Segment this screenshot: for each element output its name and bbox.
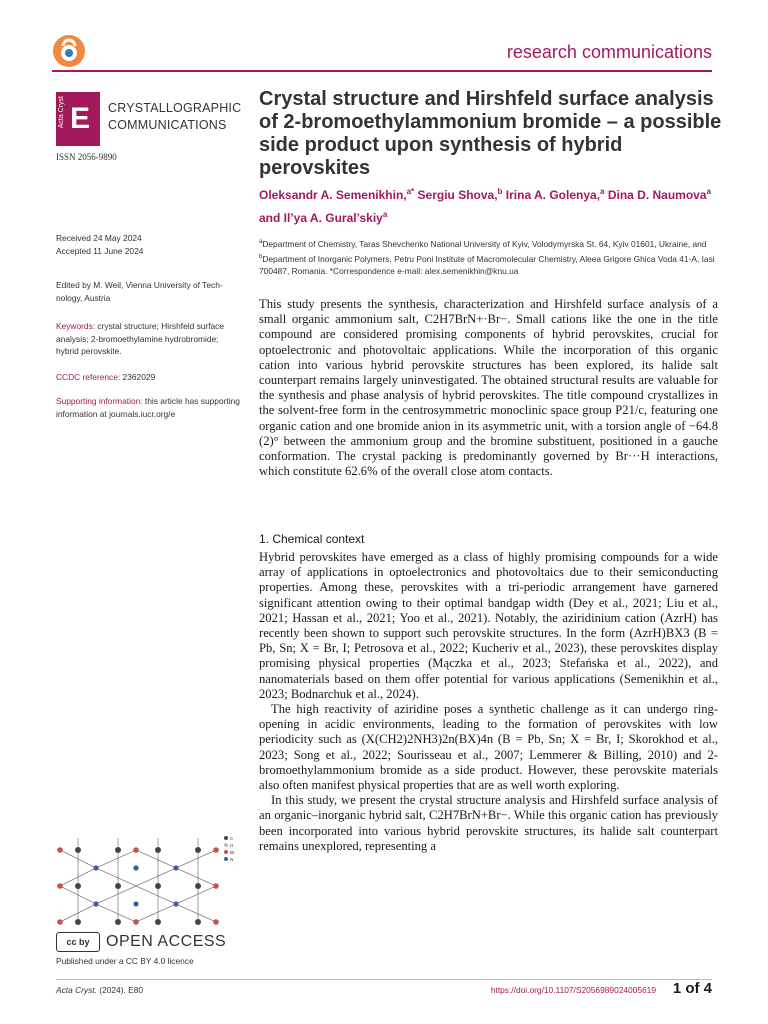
section-heading: 1. Chemical context (259, 532, 365, 546)
author-affil-sup: a (600, 187, 605, 196)
open-access-text: OPEN ACCESS (106, 933, 227, 950)
section-tag: research communications (506, 42, 712, 62)
footer-rule (56, 979, 712, 980)
section-body (259, 550, 718, 854)
open-access-logo-icon (52, 34, 86, 68)
author[interactable]: and Il’ya A. Gural’skiy (259, 211, 383, 225)
author[interactable]: Oleksandr A. Semenikhin, (259, 188, 407, 202)
cc-by-icon: cc by (56, 932, 100, 952)
received-date: Received 24 May 2024 (56, 233, 142, 243)
paragraph: Hybrid perovskites have emerged as a class of highly promising compounds for a wide array of applications in optoelectronics and photovoltaics due to their semiconducting properties. Among these, perovskites with a tri-periodic arrangement have garnered significant attention owing to their optimal bandgap width (Dey et al., 2021; Liu et al., 2021; Hassan et al., 2021; Yoo et al., 2021). Notably, the aziridinium cation (AzrH) has recently been shown to support such perovskite structures. In the form (AzrH)BX3 (B = Pb, Sn; X = Br, I; Petrosova et al., 2022; Kucheriv et al., 2023), these perovskites display promising physical properties (Mączka et al., 2023; Stefańska et al., 2022), and nanomaterials based on them offer potential for various applications (Semenikhin et al., 2023; Bodnarchuk et al., 2024). (259, 550, 718, 701)
page-number: 1 of 4 (672, 980, 712, 997)
author-affil-sup: b (497, 187, 503, 196)
accepted-date: Accepted 11 June 2024 (56, 245, 144, 256)
support-text[interactable]: this article has supporting information at journals.iucr.org/e (56, 396, 240, 419)
journal-name-line2: COMMUNICATIONS (108, 118, 227, 132)
abstract (259, 297, 718, 479)
legend-label: H (230, 843, 234, 848)
footer-citation (56, 985, 143, 995)
footer-year-article: (2024). E80 (96, 985, 144, 995)
author-affil-sup: a (382, 210, 388, 219)
affiliation-a: Department of Chemistry, Taras Shevchenko National University of Kyiv, Volodymyrska St. 64, Kyiv 01601, Ukraine, and (262, 238, 707, 249)
author[interactable]: Sergiu Shova, (417, 188, 498, 202)
ccdc-value: 2362029 (120, 372, 156, 382)
affiliation-b: Department of Inorganic Polymers, Petru Poni Institute of Macromolecular Chemistry, Aleea Grigore Ghica Voda 41-A, Iasi 700487, Romania. *Correspondence e-mail: alex.semenikhin@knu.ua (259, 253, 715, 277)
supporting-information (56, 395, 241, 420)
keywords (56, 320, 241, 358)
issn: ISSN 2056-9890 (56, 152, 117, 162)
journal-name (108, 100, 241, 134)
journal-mark-side-text: Acta Cryst (58, 96, 65, 129)
dates (56, 232, 241, 257)
header-rule (52, 70, 712, 72)
journal-name-line1: CRYSTALLOGRAPHIC (108, 101, 242, 115)
edited-by: Edited by M. Weil, Vienna University of Tech-nology, Austria (56, 280, 223, 303)
legend-label: Br (230, 850, 235, 855)
crystal-packing-figure (56, 828, 236, 928)
legend-label: C (230, 836, 234, 841)
abstract-text: This study presents the synthesis, characterization and Hirshfeld surface analysis of a small organic ammonium salt, C2H7BrN+·Br−. Small cations like the one in the title compound are considered promising components of hybrid perovskites, crucial for optoelectronic and photovoltaic applications. While the incorporation of this organic cation into various hybrid perovskite structures has been explored, its halide salt counterpart remains largely uninvestigated. The obtained structural results are valuable for the synthesis and phase analysis of hybrid perovskites. The title compound crystallizes in the solvent-free form in the centrosymmetric monoclinic space group P21/c, featuring one organic cation and one bromide anion in its asymmetric unit, with a torsion angle of −64.8 (2)° between the ammonium group and the bromine substituent, positioned in a gauche conformation. The crystal packing is predominantly governed by Br···H interactions, which constitute 62.6% of the overall close atom contacts. (259, 297, 718, 479)
author-list (259, 182, 719, 228)
journal-mark (56, 92, 100, 146)
support-label: Supporting information: (56, 396, 143, 406)
ccdc-reference (56, 371, 241, 384)
paragraph: In this study, we present the crystal structure analysis and Hirshfeld surface analysis of an organic–inorganic hybrid salt, C2H7BrN+Br−. While this organic cation has previously been incorporated into various hybrid perovskite structures, its halide salt counterpart remains unexplored, representing a (259, 793, 718, 853)
legend-label: N (230, 857, 234, 862)
author-affil-sup: a* (406, 187, 415, 196)
licence-text: Published under a CC BY 4.0 licence (56, 956, 194, 966)
open-access-badge (56, 932, 241, 952)
footer-journal: Acta Cryst. (56, 985, 97, 995)
affil-sup: b (259, 253, 263, 260)
article-title: Crystal structure and Hirshfeld surface analysis of 2-bromoethylammonium bromide – a possible side product upon synthesis of hybrid perovskites (259, 88, 722, 179)
doi-link[interactable]: https://doi.org/10.1107/S2056989024005619 (490, 985, 656, 995)
paragraph: The high reactivity of aziridine poses a synthetic challenge as it can undergo ring-opening in acidic environments, leading to the formation of perovskites with low periodicity such as (X(CH2)2NH3)2n(BX)4n (B = Pb, Sn; X = Br, I; Skorokhod et al., 2023; Song et al., 2022; Sourisseau et al., 2007; Lemmerer & Billing, 2010) and 2-bromoethylammonium bromide as a side product. However, these perovskite materials also often manifest physical properties that are as well worth exploring. (259, 702, 718, 793)
author-affil-sup: a (706, 187, 711, 196)
affil-sup: a (259, 239, 263, 245)
affiliations (259, 236, 717, 278)
journal-mark-letter: E (70, 102, 91, 135)
keywords-text: crystal structure; Hirshfeld surface analysis; 2-bromoethylamine hydrobromide; hybrid perovskite. (56, 321, 225, 356)
ccdc-label: CCDC reference: (56, 372, 121, 382)
author[interactable]: Irina A. Golenya, (505, 188, 601, 202)
author[interactable]: Dina D. Naumova (607, 188, 707, 202)
keywords-label: Keywords: (56, 321, 96, 331)
